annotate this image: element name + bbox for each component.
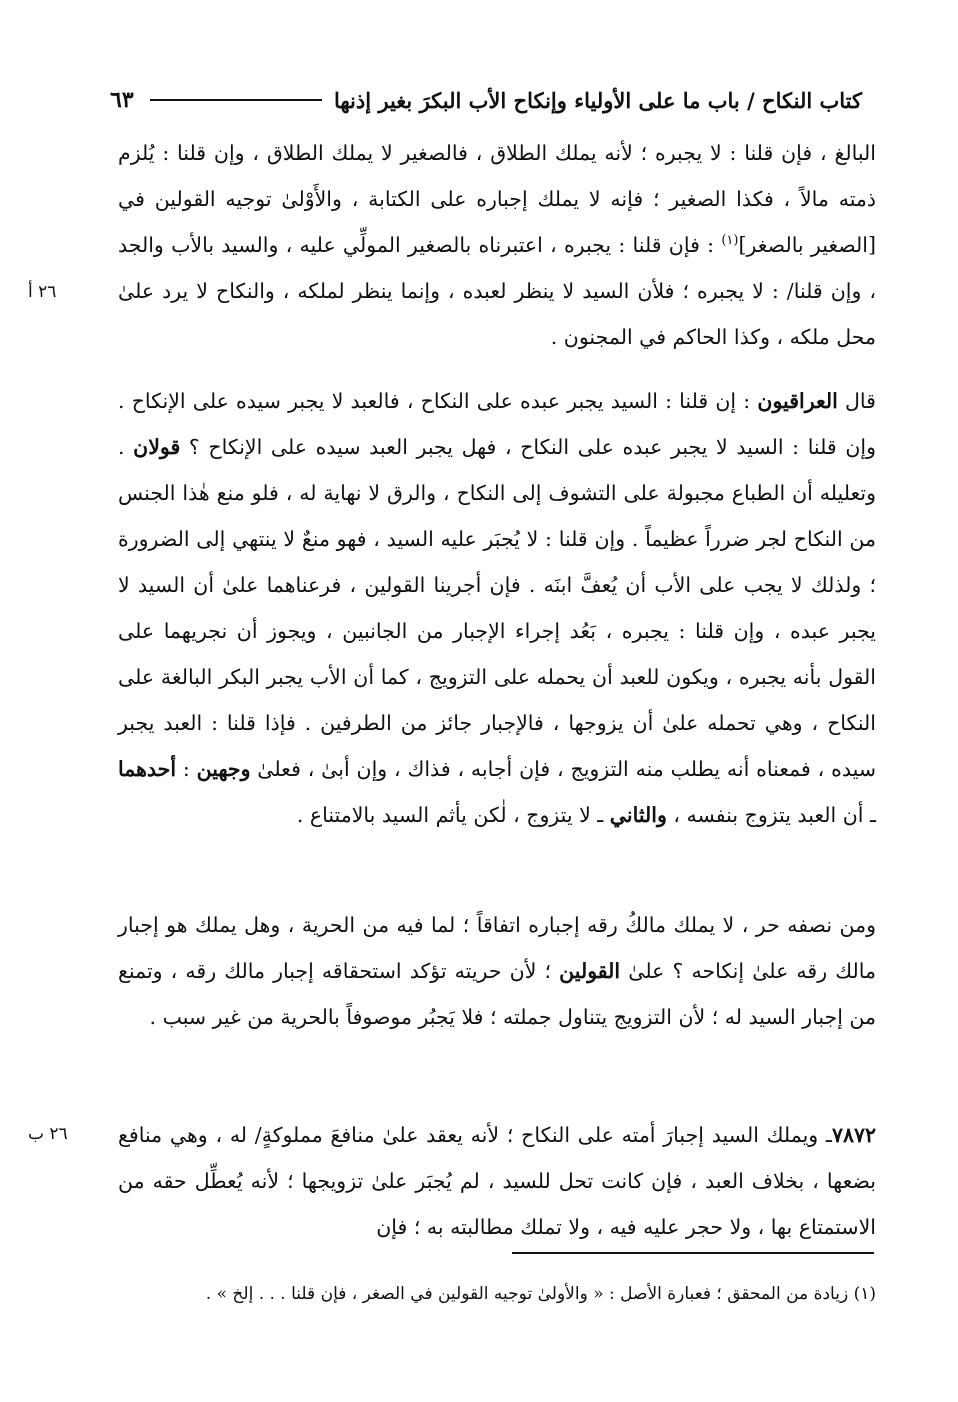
bold-term-wajhayn: وجهين xyxy=(196,757,251,781)
paragraph-4-text: ـ ويملك السيد إجبارَ أمته على النكاح ؛ لأنه يعقد علىٰ منافعَ مملوكةٍ/ له ، وهي منافع بضعها ، بخلاف العبد ، فإن كانت تحل للسيد ، لم يُجبَر علىٰ تزويجها ؛ لأنه يُعطِّل حقه من الاستمتاع بها ، ولا حجر عليه فيه ، ولا تملك مطالبته به ؛ فإن xyxy=(118,1123,876,1239)
paragraph-2-text-g: ـ لا يتزوج ، لٰكن يأثم السيد بالامتناع . xyxy=(296,803,610,827)
paragraph-2-text-a: قال xyxy=(837,389,876,413)
footnote-separator xyxy=(512,1252,874,1254)
bold-term-qawlan: قولان xyxy=(133,435,181,459)
paragraph-1-text-a: البالغ ، فإن قلنا : لا يجبره ؛ لأنه يملك الطلاق ، فالصغير لا يملك الطلاق ، وإن قلنا : يُلزم ذمته مالاً ، فكذا الصغير ؛ فإنه لا يملك إجباره على الكتابة ، والأَوْلىٰ توجيه القولين في [الصغير بالصغر] xyxy=(118,141,876,257)
header-rule xyxy=(150,99,322,101)
page-number: ٦٣ xyxy=(110,87,134,113)
paragraph-3-text-c: ؛ لأن حريته تؤكد استحقاقه إجبار مالك رقه ، وتمنع من إجبار السيد له ؛ لأن التزويج يتناول جملته ؛ فلا يَجبُر موصوفاً بالحرية من غير سبب . xyxy=(118,959,876,1029)
bold-term-ahaduhuma: أحدهما xyxy=(118,757,177,781)
paragraph-2-text-f: ـ أن العبد يتزوج بنفسه ، xyxy=(666,803,876,827)
paragraph-4 xyxy=(118,1112,876,1250)
paragraph-1 xyxy=(118,130,876,360)
bold-term-qawlayn: القولين xyxy=(559,959,621,983)
header-title: كتاب النكاح / باب ما على الأولياء وإنكاح الأب البكرَ بغير إذنها xyxy=(333,87,862,113)
bold-term-iraqiyyun: العراقيون xyxy=(757,389,838,413)
margin-folio-note: ٢٦ ب xyxy=(28,1124,68,1144)
paragraph-3 xyxy=(118,902,876,1040)
running-header xyxy=(110,78,862,122)
margin-folio-note: ٢٦ أ xyxy=(28,282,57,302)
paragraph-2 xyxy=(118,378,876,838)
paragraph-2-text-d: . وتعليله أن الطباع مجبولة على التشوف إلى النكاح ، والرق لا نهاية له ، فلو منع هٰذا الجنس من النكاح لجر ضرراً عظيماً . وإن قلنا : لا يُجبَر عليه السيد ، فهو منعٌ لا ينتهي إلى الضرورة ؛ ولذلك لا يجب على الأب أن يُعفَّ ابنَه . فإن أجرينا القولين ، فرعناهما علىٰ أن السيد لا يجبر عبده ، وإن قلنا : يجبره ، بَعُد إجراء الإجبار من الجانبين ، ويجوز أن نجريهما على القول بأنه يجبره ، ويكون للعبد أن يحمله على التزويج ، كما أن الأب يجبر البكر البالغة على النكاح ، وهي تحمله علىٰ أن يزوجها ، فالإجبار جائز من الطرفين . فإذا قلنا : العبد يجبر سيده ، فمعناه أنه يطلب منه التزويج ، فإن أجابه ، فذاك ، وإن أبىٰ ، فعلىٰ xyxy=(118,435,876,781)
footnote-ref: (١) xyxy=(721,233,739,249)
paragraph-2-text-c: : إن قلنا : السيد يجبر عبده على النكاح ، فالعبد لا يجبر سيده على الإنكاح . وإن قلنا : السيد لا يجبر عبده على النكاح ، فهل يجبر العبد سيده على الإنكاح ؟ xyxy=(118,389,876,459)
footnote xyxy=(118,1280,876,1308)
issue-number: ٧٨٧٢ xyxy=(831,1123,876,1147)
footnote-marker: (١) xyxy=(853,1284,876,1304)
paragraph-1-text-b: : فإن قلنا : يجبره ، اعتبرناه بالصغير المولِّي عليه ، والسيد بالأب والجد ، وإن قلنا/ : لا يجبره ؛ فلأن السيد لا ينظر لعبده ، وإنما ينظر لملكه ، والنكاح لا يرد علىٰ محل ملكه ، وكذا الحاكم في المجنون . xyxy=(118,233,876,349)
paragraph-3-text-a: ومن نصفه حر ، لا يملك مالكُ رقه إجباره اتفاقاً ؛ لما فيه من الحرية ، وهل يملك هو إجبار مالك رقه علىٰ إنكاحه ؟ علىٰ xyxy=(118,913,876,983)
bold-term-thani: والثاني xyxy=(609,803,667,827)
footnote-text: زيادة من المحقق ؛ فعبارة الأصل : « والأولىٰ توجيه القولين في الصغر ، فإن قلنا . . . إلخ » . xyxy=(205,1284,854,1304)
paragraph-2-text-e: : xyxy=(176,757,197,781)
